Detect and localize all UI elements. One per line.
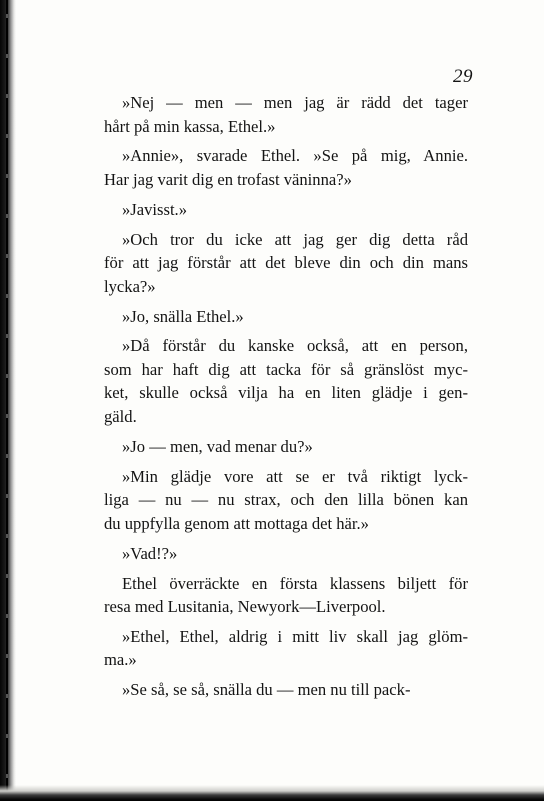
paragraph [104, 228, 468, 299]
text-line: gäld. [104, 406, 137, 426]
text-line: Ethel överräckte en första klassens biljett för [122, 573, 468, 593]
text-line: »Vad!?» [122, 543, 178, 563]
text-line: »Jo — men, vad menar du?» [122, 436, 313, 456]
paragraph [104, 91, 468, 138]
text-line: »Då förstår du kanske också, att en person, [122, 336, 468, 356]
paragraph [104, 465, 468, 536]
paragraph [104, 542, 468, 566]
paragraph [104, 334, 468, 428]
text-line: »Och tror du icke att jag ger dig detta råd [122, 229, 468, 249]
text-line: Har jag varit dig en trofast väninna?» [104, 169, 352, 189]
text-line: som har haft dig att tacka för så gränslöst myc- [104, 359, 468, 379]
text-line: liga — nu — nu strax, och den lilla bönen kan [104, 490, 468, 510]
text-line: »Min glädje vore att se er två riktigt lyck- [122, 466, 468, 486]
text-line: »Se så, se så, snälla du — men nu till pack- [122, 680, 411, 700]
text-line: du uppfylla genom att mottaga det här.» [104, 513, 369, 533]
body-text [104, 91, 468, 708]
paragraph [104, 435, 468, 459]
paragraph [104, 625, 468, 672]
text-line: resa med Lusitania, Newyork—Liverpool. [104, 597, 386, 617]
paragraph [104, 198, 468, 222]
text-line: »Ethel, Ethel, aldrig i mitt liv skall jag glöm- [122, 626, 468, 646]
text-line: »Javisst.» [122, 199, 187, 219]
paragraph [104, 572, 468, 619]
binding-edge [0, 0, 16, 801]
text-line: hårt på min kassa, Ethel.» [104, 116, 276, 136]
paragraph [104, 144, 468, 191]
page-bottom-edge [0, 785, 544, 801]
text-line: för att jag förstår att det bleve din och din mans [104, 253, 468, 273]
text-line: lycka?» [104, 276, 156, 296]
text-line: ket, skulle också vilja ha en liten glädje i gen- [104, 383, 468, 403]
paragraph [104, 305, 468, 329]
page-number: 29 [453, 66, 473, 87]
text-line: »Annie», svarade Ethel. »Se på mig, Annie. [122, 146, 468, 166]
text-line: ma.» [104, 650, 137, 670]
text-line: »Jo, snälla Ethel.» [122, 306, 244, 326]
paragraph [104, 678, 468, 702]
text-line: »Nej — men — men jag är rädd det tager [122, 93, 468, 112]
